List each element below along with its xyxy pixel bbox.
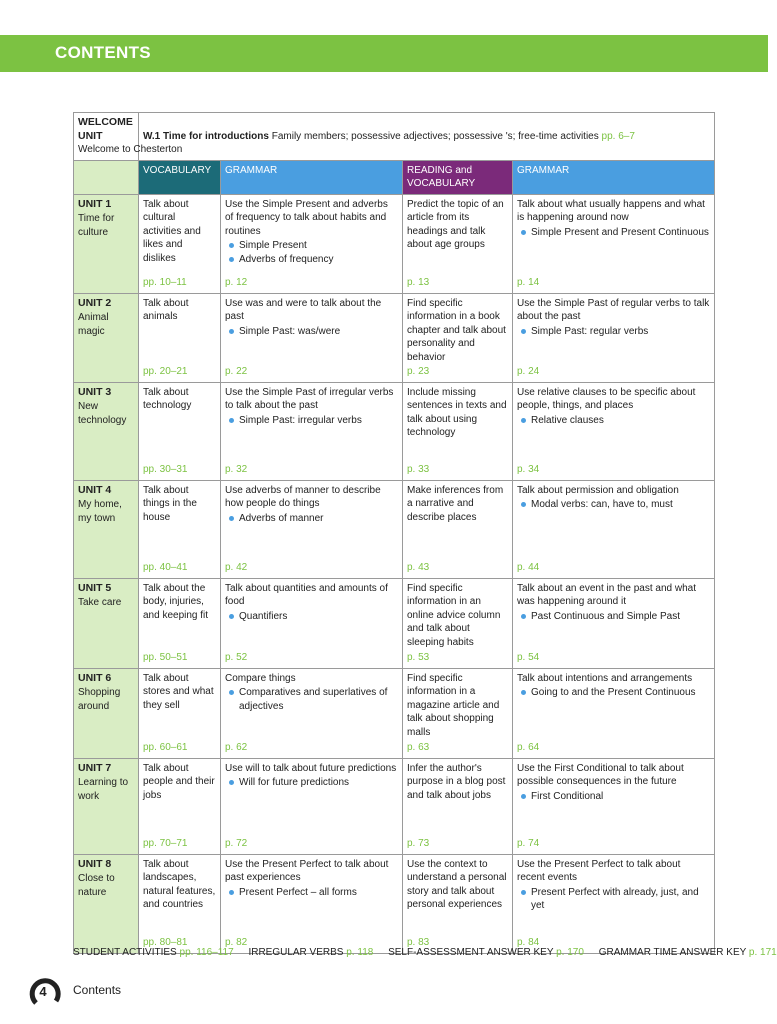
unit-row bbox=[74, 382, 715, 480]
header-blank bbox=[74, 160, 139, 194]
grammar-cell bbox=[221, 480, 403, 578]
grammar-2-cell-bullets bbox=[517, 886, 710, 913]
grammar-cell-text: Use the Present Perfect to talk about past experiences bbox=[225, 858, 389, 883]
vocabulary-cell bbox=[139, 668, 221, 758]
unit-cell bbox=[74, 854, 139, 953]
welcome-lesson-code: W.1 Time for introductions bbox=[143, 130, 269, 142]
reading-cell-pages: p. 83 bbox=[407, 937, 430, 948]
grammar-cell-text: Use adverbs of manner to describe how people do things bbox=[225, 484, 381, 509]
contents-table bbox=[73, 112, 715, 954]
unit-cell bbox=[74, 194, 139, 293]
reading-cell bbox=[403, 480, 513, 578]
unit-name: UNIT 4 bbox=[78, 483, 112, 496]
grammar-2-cell-bullets bbox=[517, 414, 710, 428]
footer-grammar-time-pages: p. 171 bbox=[748, 947, 777, 958]
vocabulary-cell bbox=[139, 293, 221, 382]
vocabulary-cell-pages: pp. 80–81 bbox=[143, 937, 188, 948]
bullet-item: Going to and the Present Continuous bbox=[531, 686, 710, 700]
grammar-2-cell-pages: p. 44 bbox=[517, 562, 540, 573]
grammar-cell-text: Use will to talk about future predictions bbox=[225, 762, 397, 774]
bullet-item: Modal verbs: can, have to, must bbox=[531, 498, 710, 512]
grammar-cell-bullets bbox=[225, 686, 398, 713]
unit-title: Animal magic bbox=[78, 312, 109, 337]
welcome-row bbox=[74, 113, 715, 161]
unit-name: UNIT 2 bbox=[78, 296, 112, 309]
unit-name: UNIT 8 bbox=[78, 857, 112, 870]
grammar-cell-text: Use the Simple Present and adverbs of frequency to talk about habits and routines bbox=[225, 198, 388, 237]
bullet-item: Adverbs of manner bbox=[239, 512, 398, 526]
grammar-2-cell-pages: p. 34 bbox=[517, 464, 540, 475]
grammar-2-cell-pages: p. 64 bbox=[517, 742, 540, 753]
grammar-2-cell bbox=[513, 668, 715, 758]
unit-title: Shopping around bbox=[78, 687, 121, 712]
footer-irregular-verbs: IRREGULAR VERBS bbox=[248, 947, 344, 958]
grammar-cell-pages: p. 32 bbox=[225, 464, 248, 475]
reading-cell-text: Use the context to understand a personal story and talk about personal experiences bbox=[407, 858, 507, 910]
unit-row bbox=[74, 854, 715, 953]
grammar-2-cell bbox=[513, 758, 715, 854]
page-number-badge bbox=[26, 976, 60, 1006]
grammar-cell bbox=[221, 854, 403, 953]
grammar-2-cell-bullets bbox=[517, 686, 710, 700]
reading-cell-pages: p. 33 bbox=[407, 464, 430, 475]
bullet-item: Simple Present bbox=[239, 239, 398, 253]
grammar-cell bbox=[221, 578, 403, 668]
reading-cell-pages: p. 23 bbox=[407, 366, 430, 377]
grammar-cell-text: Use the Simple Past of irregular verbs to talk about the past bbox=[225, 386, 394, 411]
grammar-cell bbox=[221, 293, 403, 382]
grammar-cell-pages: p. 62 bbox=[225, 742, 248, 753]
grammar-cell-pages: p. 22 bbox=[225, 366, 248, 377]
vocabulary-cell-text: Talk about stores and what they sell bbox=[143, 672, 214, 711]
header-grammar: GRAMMAR bbox=[221, 160, 403, 194]
bullet-item: Will for future predictions bbox=[239, 776, 398, 790]
reading-cell-pages: p. 63 bbox=[407, 742, 430, 753]
reading-cell bbox=[403, 578, 513, 668]
footer-grammar-time: GRAMMAR TIME ANSWER KEY bbox=[598, 947, 747, 958]
page-label: Contents bbox=[73, 983, 122, 997]
reading-cell-pages: p. 73 bbox=[407, 838, 430, 849]
bullet-item: Simple Past: was/were bbox=[239, 325, 398, 339]
unit-title: New technology bbox=[78, 401, 127, 426]
grammar-2-cell-text: Use the Simple Past of regular verbs to talk about the past bbox=[517, 297, 710, 322]
unit-name: UNIT 6 bbox=[78, 671, 112, 684]
vocabulary-cell-pages: pp. 60–61 bbox=[143, 742, 188, 753]
reading-cell bbox=[403, 668, 513, 758]
grammar-cell-bullets bbox=[225, 239, 398, 266]
unit-row bbox=[74, 293, 715, 382]
grammar-2-cell-text: Talk about what usually happens and what is happening around now bbox=[517, 198, 705, 223]
grammar-cell-text: Talk about quantities and amounts of food bbox=[225, 582, 388, 607]
grammar-2-cell-bullets bbox=[517, 610, 710, 624]
vocabulary-cell-text: Talk about cultural activities and likes and dislikes bbox=[143, 198, 201, 264]
unit-cell bbox=[74, 480, 139, 578]
grammar-cell-pages: p. 72 bbox=[225, 838, 248, 849]
vocabulary-cell-text: Talk about technology bbox=[143, 386, 192, 411]
unit-name: UNIT 3 bbox=[78, 385, 112, 398]
welcome-unit-subtitle: Welcome to Chesterton bbox=[78, 144, 183, 155]
grammar-cell-bullets bbox=[225, 325, 398, 339]
unit-title: Time for culture bbox=[78, 213, 115, 238]
header-vocabulary: VOCABULARY bbox=[139, 160, 221, 194]
grammar-2-cell-text: Use the First Conditional to talk about possible consequences in the future bbox=[517, 762, 684, 787]
header-grammar-2: GRAMMAR bbox=[513, 160, 715, 194]
grammar-cell-text: Use was and were to talk about the past bbox=[225, 297, 382, 322]
reading-cell-text: Make inferences from a narrative and describe places bbox=[407, 484, 504, 523]
grammar-2-cell bbox=[513, 578, 715, 668]
grammar-cell-bullets bbox=[225, 886, 398, 900]
grammar-cell bbox=[221, 668, 403, 758]
grammar-cell-pages: p. 82 bbox=[225, 937, 248, 948]
grammar-2-cell bbox=[513, 194, 715, 293]
grammar-cell-bullets bbox=[225, 414, 398, 428]
grammar-2-cell-bullets bbox=[517, 498, 710, 512]
grammar-cell-bullets bbox=[225, 610, 398, 624]
bullet-item: Simple Present and Present Continuous bbox=[531, 226, 709, 238]
unit-cell bbox=[74, 578, 139, 668]
vocabulary-cell-text: Talk about landscapes, natural features, and countries bbox=[143, 858, 216, 910]
vocabulary-cell-pages: pp. 40–41 bbox=[143, 562, 188, 573]
grammar-2-cell bbox=[513, 382, 715, 480]
reading-cell-text: Predict the topic of an article from its headings and talk about age groups bbox=[407, 198, 504, 250]
reading-cell-text: Include missing sentences in texts and talk about using technology bbox=[407, 386, 507, 438]
footer-irregular-verbs-pages: p. 118 bbox=[346, 947, 374, 958]
unit-row bbox=[74, 194, 715, 293]
bullet-item: Simple Past: regular verbs bbox=[531, 325, 710, 339]
reading-cell bbox=[403, 854, 513, 953]
unit-cell bbox=[74, 382, 139, 480]
vocabulary-cell-pages: pp. 30–31 bbox=[143, 464, 188, 475]
grammar-cell bbox=[221, 194, 403, 293]
footer-references bbox=[73, 947, 777, 958]
grammar-cell-bullets bbox=[225, 776, 398, 790]
footer-self-assessment: SELF-ASSESSMENT ANSWER KEY bbox=[388, 947, 554, 958]
welcome-lesson-pages: pp. 6–7 bbox=[601, 130, 635, 142]
bullet-item: First Conditional bbox=[531, 790, 710, 804]
unit-row bbox=[74, 758, 715, 854]
footer-self-assessment-pages: p. 170 bbox=[556, 947, 584, 958]
unit-title: Take care bbox=[78, 597, 122, 608]
grammar-2-cell-pages: p. 54 bbox=[517, 652, 540, 663]
bullet-item: Comparatives and superlatives of adjectives bbox=[239, 686, 398, 713]
grammar-cell bbox=[221, 382, 403, 480]
reading-cell bbox=[403, 758, 513, 854]
vocabulary-cell-text: Talk about people and their jobs bbox=[143, 762, 215, 801]
bullet-item: Simple Past: irregular verbs bbox=[239, 414, 398, 428]
vocabulary-cell-text: Talk about the body, injuries, and keeping fit bbox=[143, 582, 209, 621]
reading-cell-pages: p. 53 bbox=[407, 652, 430, 663]
unit-cell bbox=[74, 668, 139, 758]
grammar-cell-text: Compare things bbox=[225, 672, 296, 684]
vocabulary-cell-text: Talk about things in the house bbox=[143, 484, 197, 523]
footer-student-activities-pages: pp. 116–117 bbox=[179, 947, 234, 958]
grammar-cell-bullets bbox=[225, 512, 398, 526]
grammar-cell bbox=[221, 758, 403, 854]
welcome-lesson-desc: Family members; possessive adjectives; possessive 's; free-time activities bbox=[271, 130, 599, 142]
grammar-2-cell-text: Talk about intentions and arrangements bbox=[517, 672, 693, 684]
bullet-item: Adverbs of frequency bbox=[239, 253, 398, 267]
header-reading: READING and VOCABULARY bbox=[403, 160, 513, 194]
grammar-2-cell-bullets bbox=[517, 226, 710, 240]
unit-cell bbox=[74, 758, 139, 854]
reading-cell-text: Find specific information in a book chapter and talk about personality and behavior bbox=[407, 297, 506, 363]
unit-name: UNIT 1 bbox=[78, 197, 112, 210]
reading-cell-text: Find specific information in an online advice column and talk about sleeping habits bbox=[407, 582, 501, 648]
grammar-2-cell-pages: p. 24 bbox=[517, 366, 540, 377]
page-title: CONTENTS bbox=[55, 43, 151, 62]
vocabulary-cell-text: Talk about animals bbox=[143, 297, 189, 322]
grammar-2-cell-bullets bbox=[517, 325, 710, 339]
reading-cell-text: Find specific information in a magazine article and talk about shopping malls bbox=[407, 672, 500, 738]
bullet-item: Present Perfect with already, just, and yet bbox=[531, 886, 710, 913]
grammar-2-cell-pages: p. 14 bbox=[517, 277, 540, 288]
vocabulary-cell bbox=[139, 758, 221, 854]
grammar-cell-pages: p. 42 bbox=[225, 562, 248, 573]
reading-cell-pages: p. 13 bbox=[407, 277, 430, 288]
vocabulary-cell-pages: pp. 10–11 bbox=[143, 277, 187, 288]
unit-name: UNIT 5 bbox=[78, 581, 112, 594]
unit-title: Close to nature bbox=[78, 873, 115, 898]
bullet-item: Relative clauses bbox=[531, 414, 710, 428]
unit-row bbox=[74, 480, 715, 578]
unit-row bbox=[74, 668, 715, 758]
reading-cell bbox=[403, 194, 513, 293]
unit-row bbox=[74, 578, 715, 668]
grammar-2-cell-pages: p. 74 bbox=[517, 838, 540, 849]
welcome-unit-title: WELCOME UNIT bbox=[78, 116, 133, 142]
reading-cell-pages: p. 43 bbox=[407, 562, 430, 573]
column-header-row bbox=[74, 160, 715, 194]
vocabulary-cell-pages: pp. 20–21 bbox=[143, 366, 188, 377]
grammar-2-cell-text: Talk about an event in the past and what was happening around it bbox=[517, 582, 697, 607]
vocabulary-cell-pages: pp. 50–51 bbox=[143, 652, 188, 663]
reading-cell bbox=[403, 293, 513, 382]
page-number: 4 bbox=[39, 984, 47, 999]
vocabulary-cell bbox=[139, 578, 221, 668]
grammar-2-cell-text: Use the Present Perfect to talk about recent events bbox=[517, 858, 681, 883]
unit-title: My home, my town bbox=[78, 499, 122, 524]
vocabulary-cell bbox=[139, 480, 221, 578]
welcome-lesson-cell bbox=[139, 113, 715, 161]
grammar-2-cell-text: Use relative clauses to be specific about people, things, and places bbox=[517, 386, 696, 411]
reading-cell bbox=[403, 382, 513, 480]
vocabulary-cell bbox=[139, 854, 221, 953]
bullet-item: Present Perfect – all forms bbox=[239, 886, 398, 900]
unit-name: UNIT 7 bbox=[78, 761, 112, 774]
grammar-2-cell-bullets bbox=[517, 790, 710, 804]
bullet-item: Quantifiers bbox=[239, 610, 398, 624]
grammar-2-cell bbox=[513, 293, 715, 382]
grammar-cell-pages: p. 12 bbox=[225, 277, 248, 288]
grammar-cell-pages: p. 52 bbox=[225, 652, 248, 663]
grammar-2-cell-pages: p. 84 bbox=[517, 937, 540, 948]
contents-banner bbox=[0, 35, 768, 72]
grammar-2-cell bbox=[513, 854, 715, 953]
vocabulary-cell bbox=[139, 194, 221, 293]
vocabulary-cell bbox=[139, 382, 221, 480]
unit-cell bbox=[74, 293, 139, 382]
bullet-item: Past Continuous and Simple Past bbox=[531, 610, 710, 624]
vocabulary-cell-pages: pp. 70–71 bbox=[143, 838, 188, 849]
reading-cell-text: Infer the author's purpose in a blog post and talk about jobs bbox=[407, 762, 506, 801]
grammar-2-cell-text: Talk about permission and obligation bbox=[517, 484, 679, 496]
grammar-2-cell bbox=[513, 480, 715, 578]
footer-student-activities: STUDENT ACTIVITIES bbox=[73, 947, 177, 958]
unit-title: Learning to work bbox=[78, 777, 129, 802]
welcome-unit-cell bbox=[74, 113, 183, 161]
